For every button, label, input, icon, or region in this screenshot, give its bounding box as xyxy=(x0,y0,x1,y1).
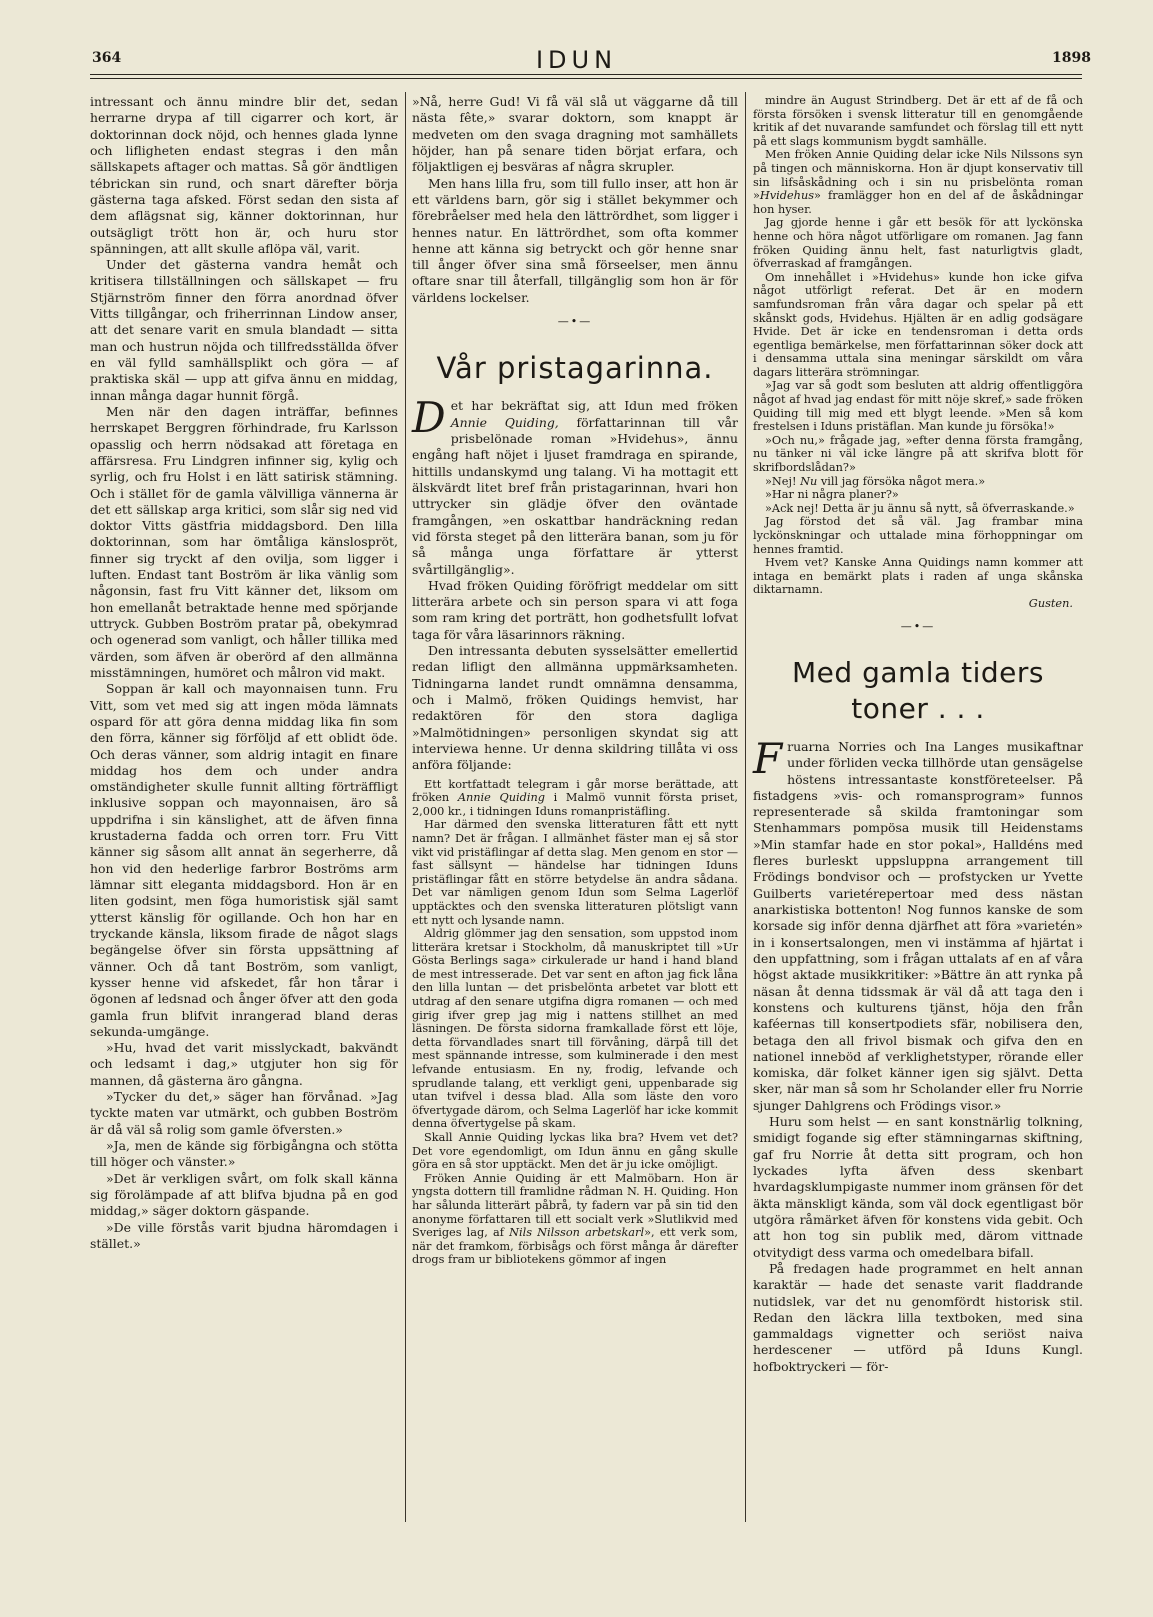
interview-continued xyxy=(753,94,1083,611)
paragraph: »Det är verkligen svårt, om folk skall känna sig förolämpade af att blifva bjudna på en god middag,» säger doktorn gäspande. xyxy=(90,1170,398,1219)
header-rule xyxy=(90,74,1082,75)
paragraph: Om innehållet i »Hvidehus» kunde hon icke gifva något utförligt referat. Det är en modern samfundsroman från våra dagar och spelar på ett skånskt gods, Hvidehus. Hjälten är en adlig godsägare Hvide. Det är icke en tendensroman i detta ords egentliga bemärkelse, men författarinnan söker dock att i densamma uttala sina meningar särskildt om våra dagars litterära strömningar. xyxy=(753,270,1083,379)
paragraph: Jag förstod det så väl. Jag frambar mina lyckönskningar och uttalade mina förhoppningar om hennes framtid. xyxy=(753,515,1083,556)
paragraph: Ett kortfattadt telegram i går morse berättade, att fröken Annie Quiding i Malmö vunnit första priset, 2,000 kr., i tidningen Iduns romanpristäfling. xyxy=(412,777,738,818)
paragraph: Den intressanta debuten sysselsätter emellertid redan lifligt den allmänna uppmärksamheten. Tidningarna landet rundt omnämna densamma, och i Malmö, fröken Quidings hemvist, har redaktören för den stora dagliga »Malmötidningen» personligen skyndat sig att interviewa henne. Ur denna skildring tillåta vi oss anföra följande: xyxy=(412,643,738,773)
paragraph: Men hans lilla fru, som till fullo inser, att hon är ett världens barn, gör sig i stället bekymmer och förebråelser med hela den lättrördhet, som ligger i hennes natur. En lättrördhet, som ofta kommer henne att känna sig betryckt och gör henne snar till ånger öfver sina små förseelser, men ännu oftare snar till återfall, tillgänglig som hon är för världens lockelser. xyxy=(412,175,738,305)
paragraph: »Ja, men de kände sig förbigångna och stötta till höger och vänster.» xyxy=(90,1138,398,1170)
paragraph: »De ville förstås varit bjudna häromdagen i stället.» xyxy=(90,1219,398,1251)
paragraph: »Och nu,» frågade jag, »efter denna första framgång, nu tänker ni väl icke längre på att skrifva blott för skrifbordslådan?» xyxy=(753,433,1083,475)
paragraph: Aldrig glömmer jag den sensation, som uppstod inom litterära kretsar i Stockholm, då manuskriptet till »Ur Gösta Berlings saga» cirkulerade ur hand i hand bland de mest intresserade. Det var sent en afton jag fick låna den lilla luntan — det prisbelönta arbetet var blott ett utdrag af den senare utgifna digra romanen — och med girig ifver grep jag mig i nattens stillhet an med läsningen. De första sidorna framkallade först ett löje, detta förvandlades snart till förvåning, därpå till det mest spännande intresse, som kulminerade i den mest lefvande entusiasm. En ny, frodig, lefvande och sprudlande talang, ett verkligt geni, uppenbarade sig utan tvifvel i dessa blad. Alla som läste den voro öfvertygade därom, och Selma Lagerlöf har icke kommit denna öfvertygelse på skam. xyxy=(412,927,738,1131)
paragraph: Har därmed den svenska litteraturen fått ett nytt namn? Det är frågan. I allmänhet fäster man ej så stor vikt vid pristäflingar af detta slag. Men genom en stor — fast sällsynt — händelse har tidningen Iduns pristäflingar fått en större betydelse än andra sådana. Det var nämligen genom Idun som Selma Lagerlöf upptäcktes och den svenska litteraturen plötsligt vann ett nytt och lysande namn. xyxy=(412,818,738,927)
column-1 xyxy=(90,94,398,1252)
article-title: Vår pristagarinna. xyxy=(436,351,714,386)
signature: Gusten. xyxy=(1028,596,1073,610)
section-ornament: —•— xyxy=(900,619,936,633)
paragraph: »Ack nej! Detta är ju ännu så nytt, så öfverraskande.» xyxy=(765,501,1075,515)
column-3 xyxy=(753,94,1083,1375)
paragraph: Hvem vet? Kanske Anna Quidings namn kommer att intaga en bemärkt plats i raden af unga skånska diktarnamn. xyxy=(753,556,1083,597)
paragraph: På fredagen hade programmet en helt annan karaktär — hade det senaste varit fladdrande nutidslek, var det nu genomfördt historisk stil. Redan den läckra lilla textboken, med sina gammaldags vignetter och seriöst naiva herdescener — utförd på Iduns Kungl. hofboktryckeri — för- xyxy=(753,1260,1083,1374)
page-number: 364 xyxy=(92,50,122,66)
column-divider xyxy=(745,92,746,1522)
paragraph: Hvad fröken Quiding föröfrigt meddelar om sitt litterära arbete och sin person spara vi att foga som ram kring det porträtt, hon godhetsfullt lofvat taga för våra läsarinnors räkning. xyxy=(412,577,738,642)
paragraph: Fröken Annie Quiding är ett Malmöbarn. Hon är yngsta dottern till framlidne rådman N. H. Quiding. Hon har sålunda litterärt påbrå, ty fadern var på sin tid den anonyme författaren till ett socialt verk »Slutlikvid med Sveriges lag, af Nils Nilsson arbetskarl», ett verk som, när det framkom, förbisågs och först många år därefter drogs fram ur bibliotekens gömmor af ingen xyxy=(412,1171,738,1267)
masthead-title: IDUN xyxy=(535,46,618,74)
article-lead: Det har bekräftat sig, att Idun med fröken Annie Quiding, författarinnan till vår prisbelönade roman »Hvidehus», ännu engång haft nöjet i ljuset framdraga en spirande, hittills undanskymd ung talang. Vi ha mottagit ett älskvärdt litet bref från pristagarinnan, hvari hon uttrycker sin glädje öfver den oväntade framgången, »en oskattbar handräckning redan vid första steget på den litterära banan, som ju för så många unga författare är ytterst svårtillgänglig». xyxy=(412,393,738,577)
header-rule-thin xyxy=(90,78,1082,79)
paragraph: »Tycker du det,» säger han förvånad. »Jag tyckte maten var utmärkt, och gubben Boström är då väl så rolig som gamle öfversten.» xyxy=(90,1089,398,1137)
section-ornament: —•— xyxy=(557,315,593,329)
paragraph: Men när den dagen inträffar, befinnes herrskapet Berggren förhindrade, fru Karlsson opasslig och herrn nödsakad att företaga en affärsresa. Fru Lindgren infinner sig, kylig och syrlig, och fru Holst i en lätt satirisk stämning. Och i stället för de gamla välvilliga vännerna är det ett sällskap arga kritici, som slår sig ned vid doktor Vitts gästfria middagsbord. Den lilla doktorinnan, som har ömtåliga känslospröt, finner sig tryckt af den ovilja, som ligger i luften. Endast tant Boström är lika vänlig som någonsin, fast fru Vitt känner det, liksom om hon emellanåt betraktade henne med spörjande uttryck. Gubben Boström pratar på, obekymrad och ogenerad som vanligt, och håller tillika med värden, som äfven är oberörd af den allmänna misstämningen, humöret och målron vid makt. xyxy=(90,403,398,680)
article-lead: Fruarna Norries och Ina Langes musikaftnar under förliden vecka tillhörde utan gensägelse höstens intressantaste konstföreteelser. På fistadgens »vis- och romansprogram» funnos representerade så skilda framtoningar som Stenhammars pompösa musik till Heidenstams »Min stamfar hade en stor pokal», Halldéns med fleres burleskt uppsluppna arrangement till Frödings bondvisor och — profstycken ur Yvette Guilberts varietérepertoar med dess nästan anarkistiska bottenton! Nog funnos kanske de som korsade sig inför denna djärfhet att föra »varietén» in i konsertsalongen, men vi instämma af hjärtat i den uppfattning, som i frågan uttalats af en af våra högst aktade musikkritiker: »Bättre än att rynka på näsan åt denna tidssmak är väl då att taga den i konstens och kulturens tjänst, höja den från kaféernas till konsertpodiets sfär, nobilisera den, betaga den all frivol bismak och gifva den en nationel inneböd af verklighetstyper, rörande eller komiska, där folket känner igen sig självt. Detta sker, när man så som hr Scholander eller fru Norrie sjunger Dahlgrens och Frödings visor.» xyxy=(753,733,1083,1113)
paragraph: Men fröken Annie Quiding delar icke Nils Nilssons syn på tingen och människorna. Hon är djupt konservativ till sin lifsåskådning och i sin nu prisbelönta roman »Hvidehus» framlägger hon en del af de åskådningar hon hyser. xyxy=(753,148,1083,216)
paragraph: »Jag var så godt som besluten att aldrig offentliggöra något af hvad jag endast för mitt nöje skref,» sade fröken Quiding till mig med ett blygt leende. »Men så kom frestelsen i Iduns pristäflan. Man kunde ju försöka!» xyxy=(753,379,1083,434)
paragraph: mindre än August Strindberg. Det är ett af de få och första försöken i svensk litteratur till en genomgående kritik af det nuvarande samfundet och förslag till ett nytt på ett slags kommunism bygdt samhälle. xyxy=(753,94,1083,148)
paragraph: »Har ni några planer?» xyxy=(765,488,899,502)
paragraph: »Nå, herre Gud! Vi få väl slå ut väggarne då till nästa fête,» svarar doktorn, som knappt är medveten om den svaga dragning mot samhällets höjder, han på senare tiden börjat erfara, och följaktligen ej besväras af några skrupler. xyxy=(412,94,738,175)
paragraph: Skall Annie Quiding lyckas lika bra? Hvem vet det? Det vore egendomligt, om Idun ännu en gång skulle göra en så stor upptäckt. Men det är ju icke omöjligt. xyxy=(412,1131,738,1172)
paragraph: »Hu, hvad det varit misslyckadt, bakvändt och ledsamt i dag,» utgjuter hon sig för mannen, då gästerna äro gångna. xyxy=(90,1040,398,1088)
drop-cap: F xyxy=(753,733,783,783)
paragraph: Soppan är kall och mayonnaisen tunn. Fru Vitt, som vet med sig att ingen möda lämnats ospard för att göra denna middag lika fin som den förra, känner sig förföljd af ett oblidt öde. Och deras vänner, som aldrig intagit en finare middag hos dem och under andra omständigheter skulle funnit allting förträffligt inklusive soppan och mayonnaisen, äro så uppdrifna i sin känslighet, att de äfven finna krustaderna fadda och orren torr. Fru Vitt känner sig såsom allt annat än segerherre, då hon vid den hederlige farbror Boströms arm lämnar sitt eleganta middagsbord. Hon är en liten godsint, men föga humoristisk själ samt ytterst känslig för ogillande. Och hon har en tryckande känsla, liksom firade de något slags begängelse öfver sin första uppsättning af vänner. Och då tant Boström, som vanligt, kysser henne vid afskedet, får hon tårar i ögonen af ledsnad och ånger öfver att den goda gamla frun blifvit inrangerad bland deras sekunda-umgänge. xyxy=(90,681,398,1039)
column-divider xyxy=(405,92,406,1522)
paragraph: »Nej! Nu vill jag försöka något mera.» xyxy=(765,474,986,488)
article-title: Med gamla tiders toner . . . xyxy=(792,655,1044,725)
column-2 xyxy=(412,94,738,1267)
quoted-interview xyxy=(412,778,738,1267)
paragraph: intressant och ännu mindre blir det, sedan herrarne drypa af till cigarrer och kort, är doktorinnan dock nöjd, och hennes glada lynne och lifligheten endast stegras i den mån sällskapets aftager och mattas. Så gör ändtligen tébrickan sin rund, och snart därefter börja gästerna taga afsked. Först sedan den sista af dem aflägsnat sig, känner doktorinnan, hur outsägligt trött hon är, och huru stor spänningen, att allt skulle aflöpa väl, varit. xyxy=(90,94,398,256)
paragraph: Under det gästerna vandra hemåt och kritisera tillställningen och sällskapet — fru Stjärnström finner den förra anordnad öfver Vitts tillgångar, och friherrinnan Lindow anser, att det senare varit en smula blandadt — sitta man och hustrun nöjda och tillfredsställda öfver en väl fylld samhällsplikt och göra — af praktiska skäl — upp att gifva ännu en middag, innan många dagar hunnit förgå. xyxy=(90,257,398,403)
issue-year: 1898 xyxy=(1052,50,1091,66)
paragraph: Huru som helst — en sant konstnärlig tolkning, smidigt fogande sig efter stämningarnas skiftning, gaf fru Norrie åt detta sitt program, och hon lyckades lyfta äfven dess skenbart hvardagsklumpigaste nummer inom gränsen för det äkta mänskligt kända, som väl dock egentligast bör utgöra råmärket äfven för konstens vida gebit. Och att hon tog sin publik med, därom vittnade otvitydigt dess varma och omedelbara bifall. xyxy=(753,1114,1083,1260)
paragraph: Jag gjorde henne i går ett besök för att lyckönska henne och höra något utförligare om romanen. Jag fann fröken Quiding ännu helt, fast naturligtvis gladt, öfverraskad af framgången. xyxy=(753,216,1083,271)
drop-cap: D xyxy=(412,393,446,443)
